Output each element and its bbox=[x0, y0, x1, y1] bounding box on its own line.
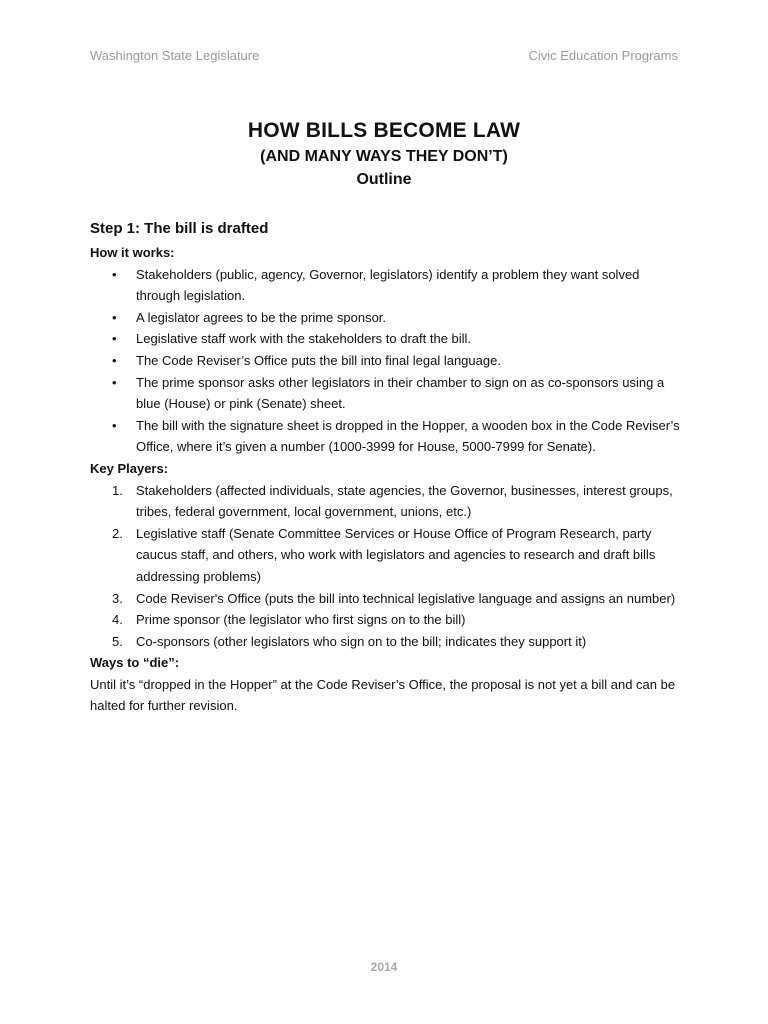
list-item-text: Prime sponsor (the legislator who first signs on to the bill) bbox=[136, 612, 466, 628]
list-item bbox=[90, 631, 680, 653]
document-title: HOW BILLS BECOME LAW bbox=[247, 119, 521, 142]
bullet-icon: • bbox=[112, 374, 117, 390]
ways-to-die-label: Ways to “die”: bbox=[90, 655, 180, 671]
how-it-works-label: How it works: bbox=[90, 245, 175, 260]
bullet-icon: • bbox=[112, 352, 117, 368]
list-item bbox=[90, 415, 680, 458]
page-header-left: Washington State Legislature bbox=[90, 48, 260, 63]
ways-to-die-text: Until it’s “dropped in the Hopper” at the Code Reviser’s Office, the proposal is not yet a bill and can be halted for further revision. bbox=[90, 676, 676, 714]
step-heading: Step 1: The bill is drafted bbox=[90, 220, 269, 237]
list-item-text: Legislative staff (Senate Committee Services or House Office of Program Research, party caucus staff, and others, who work with legislators and agencies to research and draft bills addressing problems) bbox=[136, 525, 656, 584]
title-block bbox=[0, 117, 768, 192]
list-item bbox=[90, 350, 680, 372]
list-item-text: The prime sponsor asks other legislators in their chamber to sign on as co-sponsors using a blue (House) or pink (Senate) sheet. bbox=[136, 374, 665, 412]
list-item bbox=[90, 523, 680, 588]
step1-section bbox=[90, 218, 680, 717]
how-it-works-list bbox=[90, 264, 680, 458]
list-item bbox=[90, 372, 680, 415]
list-item-text: Stakeholders (affected individuals, state agencies, the Governor, businesses, interest groups, tribes, federal government, local government, unions, etc.) bbox=[136, 482, 673, 520]
bullet-icon: • bbox=[112, 266, 117, 282]
list-item-text: A legislator agrees to be the prime sponsor. bbox=[136, 309, 387, 325]
list-number: 5. bbox=[112, 633, 123, 649]
list-item bbox=[90, 588, 680, 610]
list-item bbox=[90, 264, 680, 307]
list-number: 4. bbox=[112, 612, 123, 628]
list-item-text: Co-sponsors (other legislators who sign on to the bill; indicates they support it) bbox=[136, 633, 587, 649]
key-players-list bbox=[90, 480, 680, 653]
list-number: 3. bbox=[112, 590, 123, 606]
bullet-icon: • bbox=[112, 309, 117, 325]
key-players-label: Key Players: bbox=[90, 460, 169, 476]
bullet-icon: • bbox=[112, 417, 117, 433]
list-number: 2. bbox=[112, 525, 123, 541]
list-item-text: Code Reviser's Office (puts the bill into technical legislative language and assigns an number) bbox=[136, 590, 676, 606]
list-item-text: The bill with the signature sheet is dropped in the Hopper, a wooden box in the Code Reviser’s Office, where it’s given a number (1000-3999 for House, 5000-7999 for Senate). bbox=[136, 417, 680, 455]
list-number: 1. bbox=[112, 482, 123, 498]
outline-label: Outline bbox=[356, 171, 412, 188]
list-item-text: The Code Reviser’s Office puts the bill into final legal language. bbox=[136, 352, 501, 368]
list-item-text: Stakeholders (public, agency, Governor, legislators) identify a problem they want solved through legislation. bbox=[136, 266, 640, 304]
document-subtitle: (AND MANY WAYS THEY DON’T) bbox=[260, 148, 508, 165]
list-item bbox=[90, 328, 680, 350]
page-header-right: Civic Education Programs bbox=[528, 48, 678, 63]
page-footer-year: 2014 bbox=[370, 960, 398, 974]
bullet-icon: • bbox=[112, 331, 117, 347]
list-item-text: Legislative staff work with the stakeholders to draft the bill. bbox=[136, 331, 472, 347]
list-item bbox=[90, 307, 680, 329]
list-item bbox=[90, 609, 680, 631]
list-item bbox=[90, 480, 680, 523]
